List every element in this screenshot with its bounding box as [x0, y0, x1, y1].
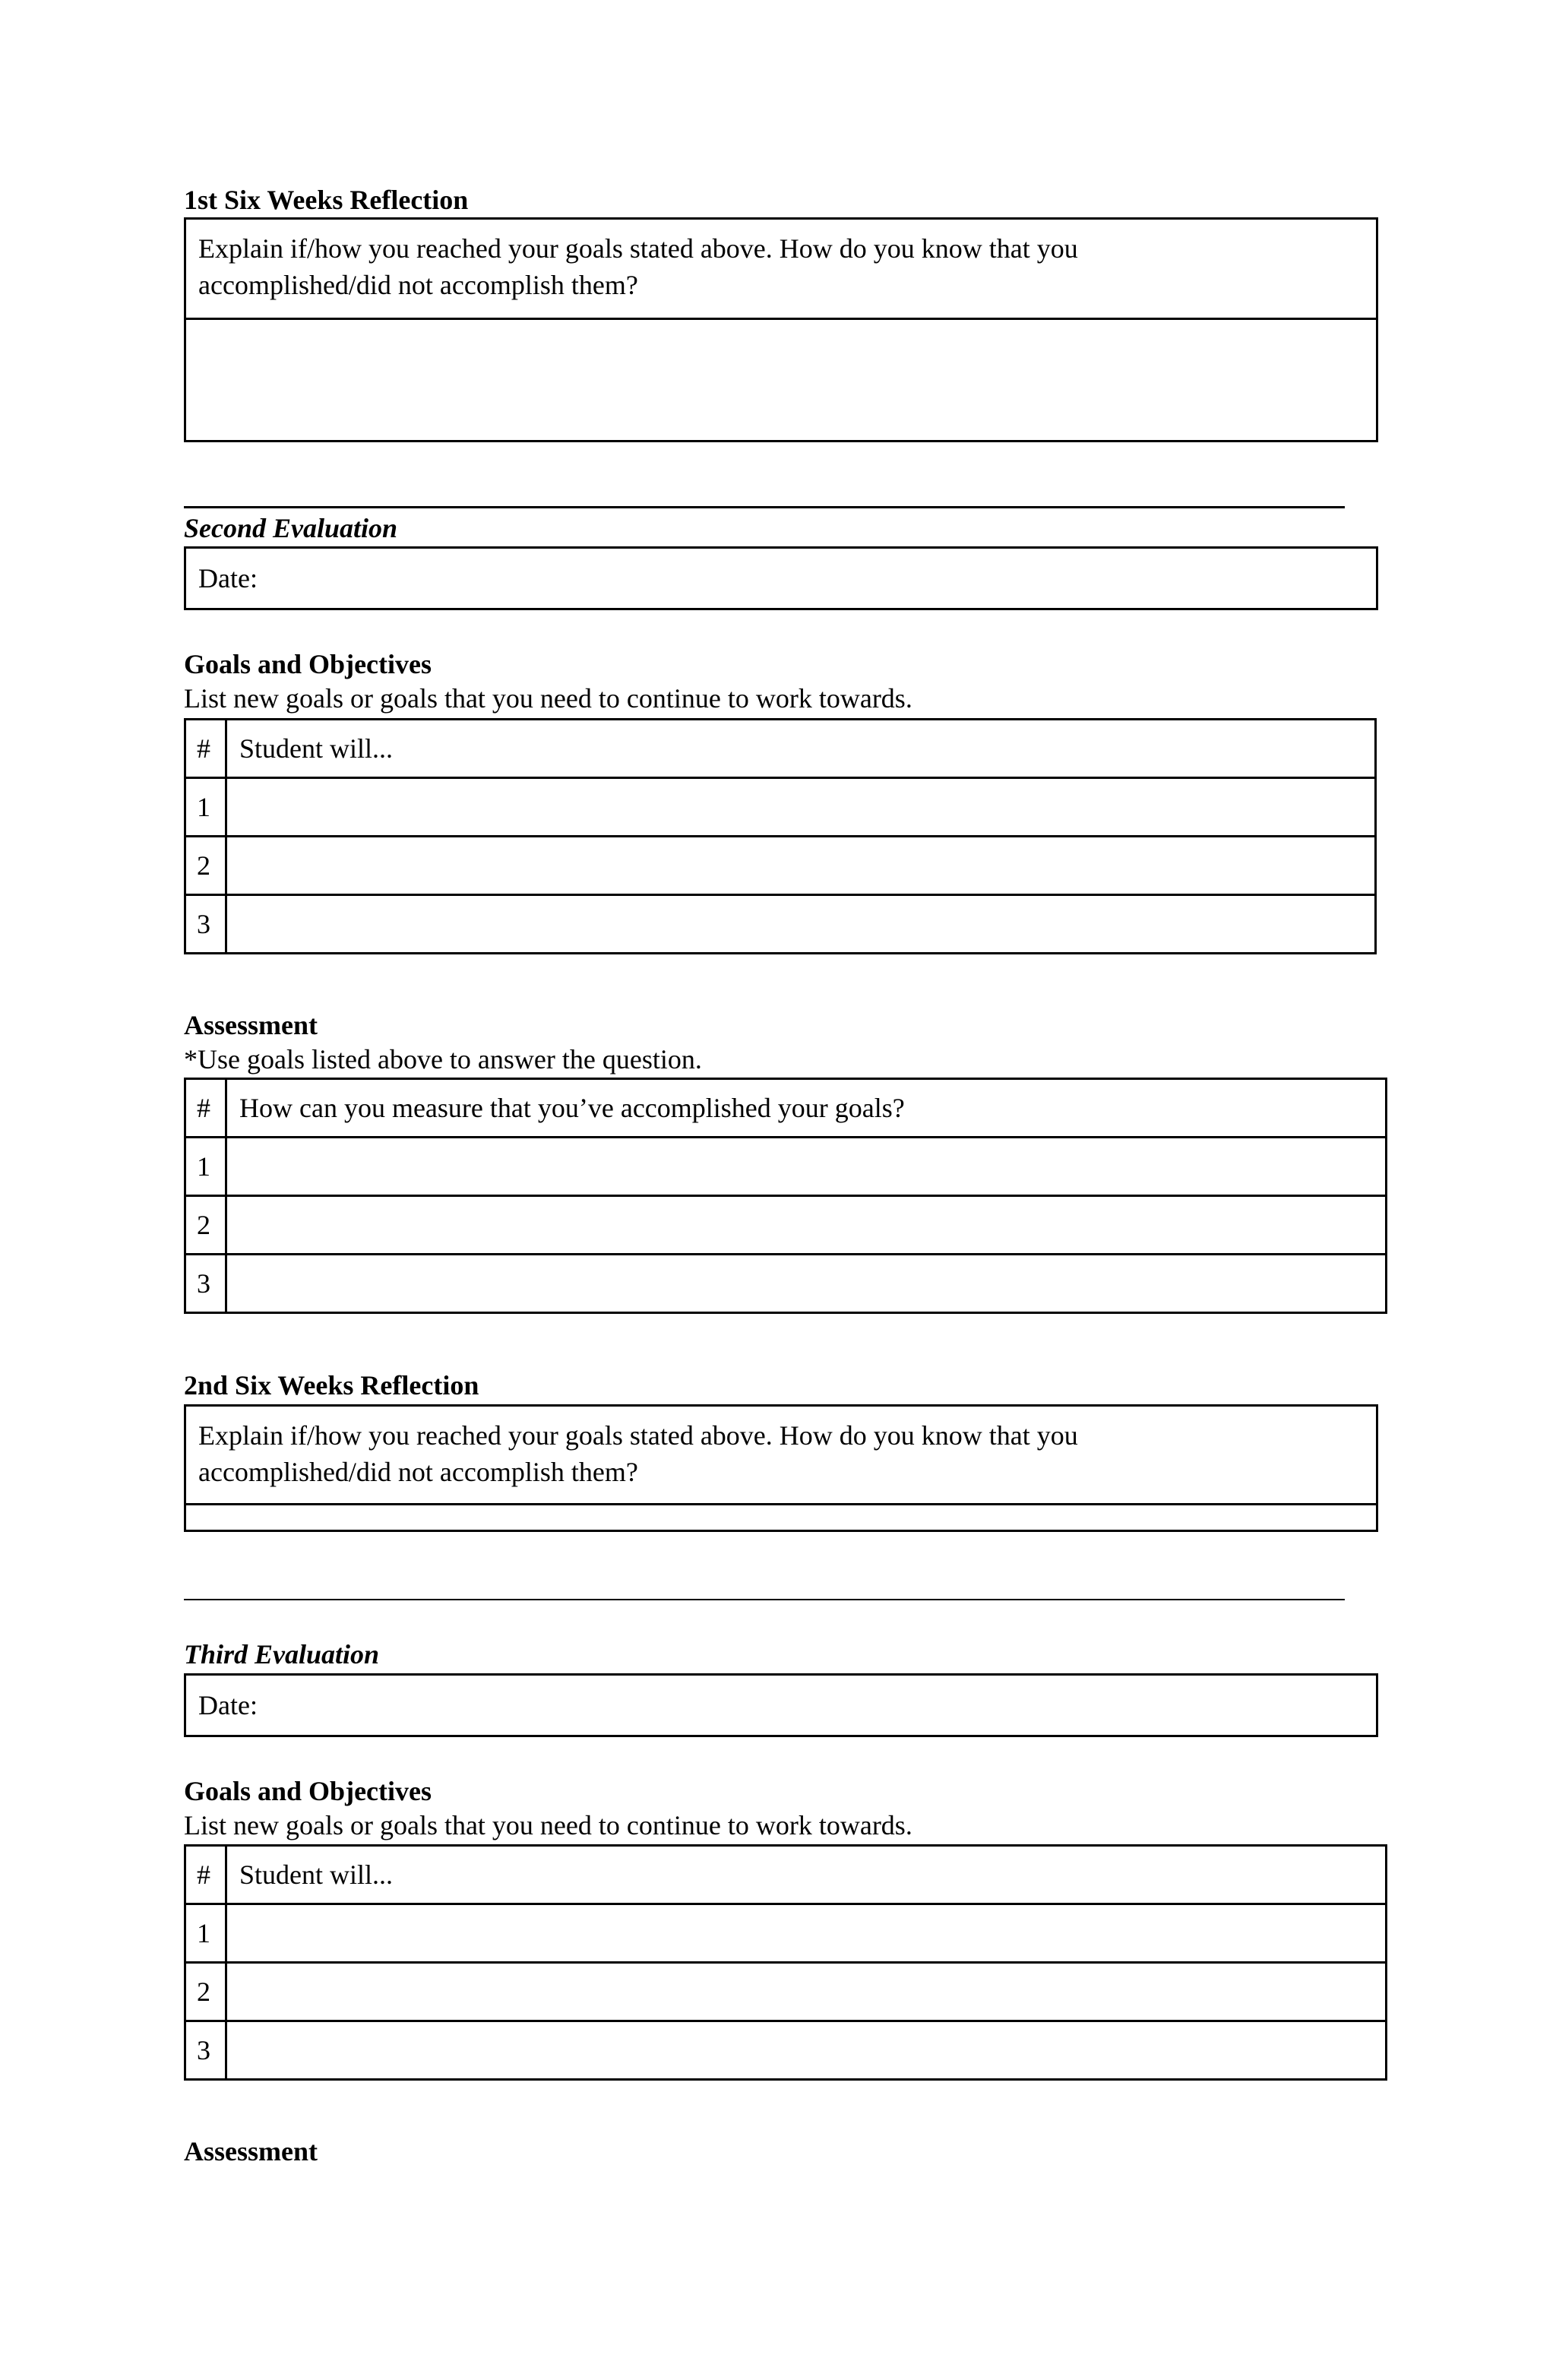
reflection1-heading: 1st Six Weeks Reflection: [184, 185, 469, 215]
eval2-assessment-heading: Assessment: [184, 1010, 318, 1040]
table-row: [185, 837, 1376, 895]
eval2-goals-table: [184, 718, 1377, 954]
reflection2-prompt: [198, 1417, 1078, 1490]
table-row: [185, 2021, 1387, 2080]
row-number: 2: [185, 1196, 226, 1255]
eval2-assessment-instruction: *Use goals listed above to answer the question.: [184, 1044, 702, 1074]
eval2-date-label: Date:: [198, 563, 258, 593]
reflection2-prompt-line2: accomplished/did not accomplish them?: [198, 1457, 638, 1487]
table-header-row: [185, 1079, 1387, 1138]
reflection2-prompt-line1: Explain if/how you reached your goals stated above. How do you know that you: [198, 1420, 1078, 1451]
goals-header-num: #: [185, 720, 226, 778]
eval3-assessment-heading: Assessment: [184, 2136, 318, 2166]
goal-input-cell[interactable]: [226, 837, 1376, 895]
assessment-input-cell[interactable]: [226, 1196, 1387, 1255]
goals-header-num: #: [185, 1846, 226, 1904]
goal-input-cell[interactable]: [226, 1963, 1387, 2021]
row-number: 2: [185, 1963, 226, 2021]
row-number: 3: [185, 895, 226, 954]
row-number: 1: [185, 1904, 226, 1963]
goal-input-cell[interactable]: [226, 778, 1376, 837]
eval3-goals-table: [184, 1844, 1387, 2081]
table-row: [185, 1963, 1387, 2021]
eval3-heading: Third Evaluation: [184, 1639, 380, 1669]
table-row: [185, 1255, 1387, 1313]
eval3-date-box[interactable]: [184, 1673, 1378, 1737]
goal-input-cell[interactable]: [226, 895, 1376, 954]
reflection1-prompt-line1: Explain if/how you reached your goals stated above. How do you know that you: [198, 233, 1078, 264]
table-header-row: [185, 720, 1376, 778]
row-number: 3: [185, 2021, 226, 2080]
reflection1-answer-area[interactable]: [186, 320, 1376, 440]
row-number: 1: [185, 1138, 226, 1196]
goal-input-cell[interactable]: [226, 1904, 1387, 1963]
eval2-heading: Second Evaluation: [184, 513, 398, 543]
eval2-date-box[interactable]: [184, 546, 1378, 610]
assessment-input-cell[interactable]: [226, 1255, 1387, 1313]
reflection2-heading: 2nd Six Weeks Reflection: [184, 1370, 479, 1400]
table-row: [185, 1196, 1387, 1255]
eval2-goals-heading: Goals and Objectives: [184, 649, 432, 679]
reflection1-prompt: [198, 230, 1078, 303]
goals-header-text: Student will...: [226, 1846, 1387, 1904]
goal-input-cell[interactable]: [226, 2021, 1387, 2080]
reflection1-box: [184, 217, 1378, 442]
reflection1-prompt-line2: accomplished/did not accomplish them?: [198, 270, 638, 300]
table-row: [185, 1138, 1387, 1196]
eval3-goals-heading: Goals and Objectives: [184, 1776, 432, 1806]
reflection2-box: [184, 1404, 1378, 1532]
reflection2-answer-area[interactable]: [186, 1505, 1376, 1530]
row-number: 2: [185, 837, 226, 895]
goals-header-text: Student will...: [226, 720, 1376, 778]
table-row: [185, 778, 1376, 837]
eval3-date-label: Date:: [198, 1690, 258, 1720]
eval2-assessment-table: [184, 1078, 1387, 1314]
table-row: [185, 895, 1376, 954]
row-number: 1: [185, 778, 226, 837]
section-separator-1: [184, 506, 1345, 508]
table-row: [185, 1904, 1387, 1963]
assessment-header-num: #: [185, 1079, 226, 1138]
eval3-goals-instruction: List new goals or goals that you need to continue to work towards.: [184, 1810, 912, 1840]
assessment-header-text: How can you measure that you’ve accomplished your goals?: [226, 1079, 1387, 1138]
section-separator-2: [184, 1599, 1345, 1600]
row-number: 3: [185, 1255, 226, 1313]
table-header-row: [185, 1846, 1387, 1904]
eval2-goals-instruction: List new goals or goals that you need to continue to work towards.: [184, 683, 912, 714]
assessment-input-cell[interactable]: [226, 1138, 1387, 1196]
